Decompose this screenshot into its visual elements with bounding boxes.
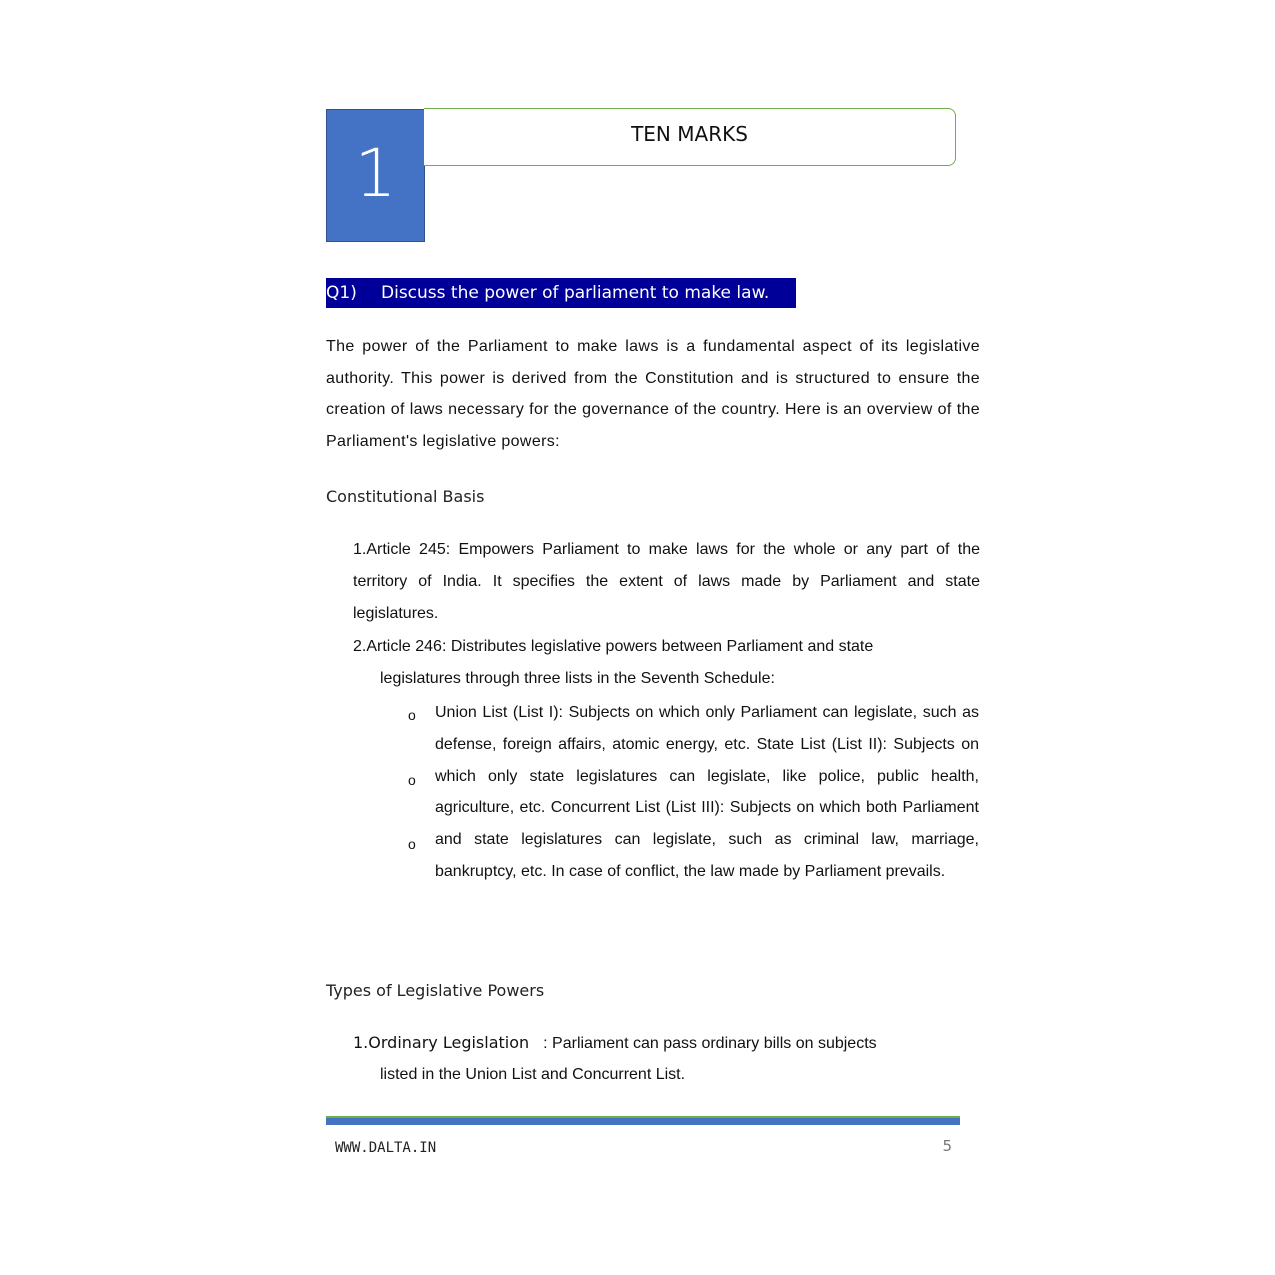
list-item-ordinary-legislation	[353, 1033, 877, 1054]
question-text: Discuss the power of parliament to make law.	[381, 283, 770, 303]
list-item-article-245: 1.Article 245: Empowers Parliament to make laws for the whole or any part of the territory of India. It specifies the extent of laws made by Parliament and state legislatures.	[353, 541, 980, 622]
footer-website: WWW.DALTA.IN	[335, 1140, 437, 1156]
ordinary-legislation-text: : Parliament can pass ordinary bills on subjects	[543, 1035, 877, 1052]
list-item-article-246-line2: legislatures through three lists in the Seventh Schedule:	[380, 670, 775, 687]
bullet-marker: o	[408, 836, 416, 852]
question-heading	[326, 278, 796, 308]
page-number: 5	[942, 1137, 952, 1155]
section-heading-constitutional-basis: Constitutional Basis	[326, 487, 485, 506]
bullet-marker: o	[408, 707, 416, 723]
seventh-schedule-lists-text: Union List (List I): Subjects on which only Parliament can legislate, such as defense, foreign affairs, atomic energy, etc. State List (List II): Subjects on which only state legislatures can legislate, like police, public health, agriculture, etc. Concurrent List (List III): Subjects on which both Parliament and state legislatures can legislate, such as criminal law, marriage, bankruptcy, etc. In case of conflict, the law made by Parliament prevails.	[435, 704, 979, 880]
footer-divider-blue	[326, 1118, 960, 1125]
list-item-article-246-line1: 2.Article 246: Distributes legislative powers between Parliament and state	[353, 638, 874, 655]
intro-paragraph: The power of the Parliament to make laws is a fundamental aspect of its legislative authority. This power is derived from the Constitution and is structured to ensure the creation of laws necessary for the governance of the country. Here is an overview of the Parliament's legislative powers:	[326, 338, 980, 451]
ordinary-legislation-term: 1.Ordinary Legislation	[353, 1033, 530, 1052]
chapter-number: 1	[354, 135, 397, 212]
list-item-ordinary-legislation-line2: listed in the Union List and Concurrent List.	[380, 1066, 686, 1083]
chapter-title: TEN MARKS	[631, 122, 748, 146]
chapter-number-box	[326, 109, 425, 242]
chapter-title-banner	[424, 108, 956, 166]
section-heading-types-of-legislative-powers: Types of Legislative Powers	[326, 981, 545, 1000]
bullet-marker: o	[408, 772, 416, 788]
question-number: Q1)	[326, 283, 357, 303]
